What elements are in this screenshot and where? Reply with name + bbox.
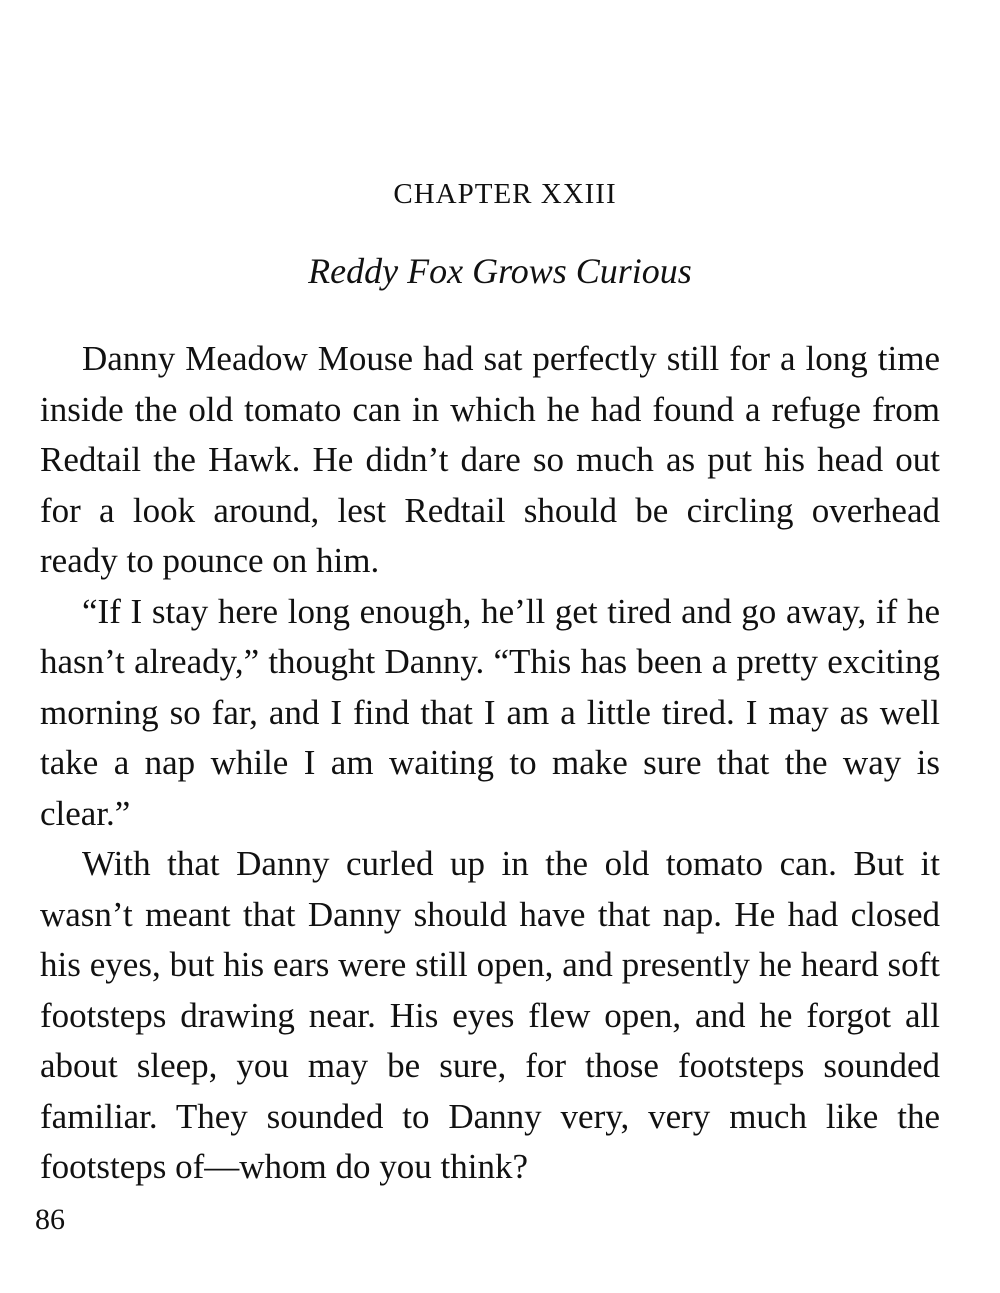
chapter-number: CHAPTER XXIII xyxy=(393,178,617,210)
paragraph: Danny Meadow Mouse had sat perfectly still for a long time inside the old tomato can in which he had found a refuge from Redtail the Hawk. He didn’t dare so much as put his head out for a look around, lest Redtail should be circling overhead ready to pounce on him. xyxy=(40,339,940,580)
paragraph: With that Danny curled up in the old tomato can. But it wasn’t meant that Danny should have that nap. He had closed his eyes, but his ears were still open, and presently he heard soft footsteps drawing near. His eyes flew open, and he forgot all about sleep, you may be sure, for those footsteps sounded familiar. They sounded to Danny very, very much like the footsteps of—whom do you think? xyxy=(40,844,940,1186)
chapter-title: Reddy Fox Grows Curious xyxy=(308,251,692,291)
paragraph: “If I stay here long enough, he’ll get tired and go away, if he hasn’t already,” thought Danny. “This has been a pretty exciting morning so far, and I find that I am a little tired. I may as well take a nap while I am waiting to make sure that the way is clear.” xyxy=(40,591,940,833)
chapter-body xyxy=(40,334,940,1193)
page-number: 86 xyxy=(35,1203,65,1236)
